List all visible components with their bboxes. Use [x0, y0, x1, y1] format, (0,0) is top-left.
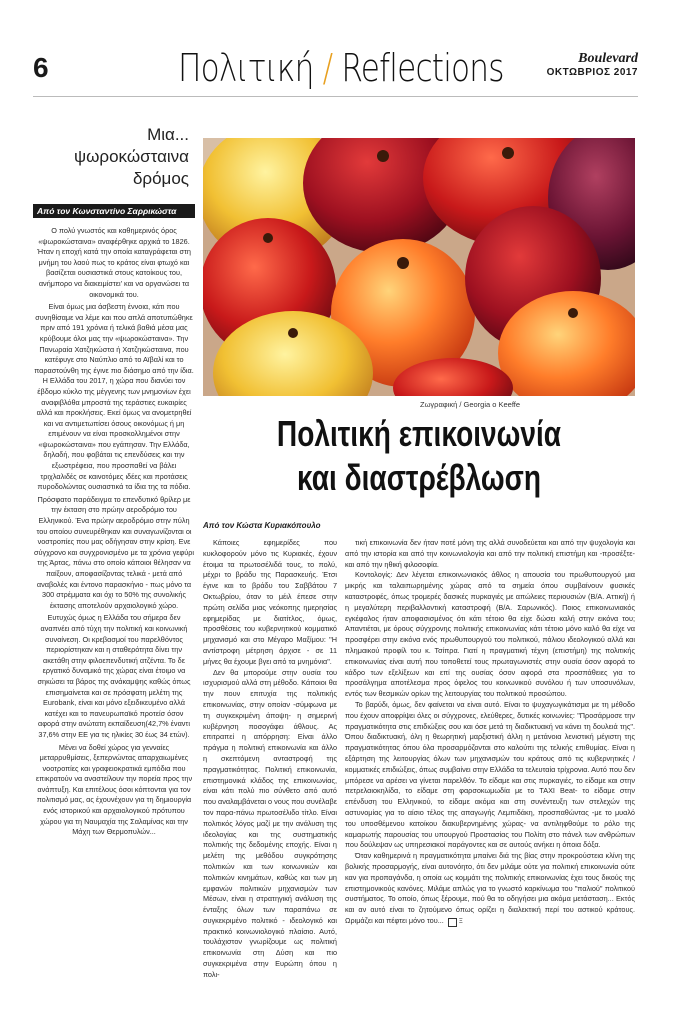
- left-title-line: δρόμος: [132, 169, 189, 188]
- section-title: [178, 46, 504, 90]
- page-number: 6: [33, 52, 49, 83]
- left-article-byline: Από τον Κωνσταντίνο Σαρρικώστα: [33, 204, 195, 218]
- main-paragraph: [345, 851, 635, 927]
- left-paragraph: Ο πολύ γνωστός και καθημερινός όρος «ψωροκώσταινα» αναφέρθηκε αρχικά το 1826. Ήταν η εποχή κατά την οποία καταγράφεται στη μνήμη του λαού πως το κράτος είναι φτωχό και βασίζεται ουσιαστικά στους κατοίκους του, ανήμπορο να διακειμίστει' και να οργανώσει τα οικονομικά του.: [37, 226, 191, 299]
- issue-date: ΟΚΤΩΒΡΙΟΣ 2017: [546, 67, 638, 78]
- main-article-column-2: [345, 538, 635, 927]
- section-title-separator: /: [313, 46, 342, 90]
- main-paragraph: Κάποιες εφημερίδες που κυκλοφορούν μόνο τις Κυριακές, έχουν έτοιμα τα πρωτοσέλιδά τους, το πολύ, μέχρι το βράδυ της Παρασκευής. Έτσι έγινε και το βράδυ του Σαββάτου 7 Οκτωβρίου, όταν το μέιλ έπεσε στην πρώτη σελίδα μιας νεόκοπης ημερησίας εφημερίδας με διατίτλος, όμως, προσθέσεις του κυβερνητικού κομματικό μηχανισμό και στο Μέγαρο Μαξίμου: "Η αντίστροφη μέτρηση άρχισε - σε 11 μήνες θα έχουμε βγει από τα μνημόνια".: [203, 538, 337, 666]
- article-end-icon: Ξ: [448, 918, 457, 927]
- left-paragraph: Ευτυχώς όμως η Ελλάδα του σήμερα δεν αναπνέει από τύχη την πολιτική και κοινωνική συναίνεση. Οι κρεβασμοί του παρελθόντος περιορίστηκαν και η σταθερότητα δίνει την ακετάθη στην φιλοεπενδυτική ατζέντα. Το δε εργατικό δυναμικό της χώρας είναι έτοιμο να σηκώσει τα βάρος της ανάκαμψης καθώς όπως επισημαίνεται και σε πρόσφατη μελέτη της Eurobank, είναι και μόνο εξειδικευμένο αλλά κατέχει και το πανευρωπαϊκό προτείσ όσον αφορά στην ανώτατη εκπαίδευση(42,7% έναντι 37,6% στην ΕΕ για τις ηλικίες 30 έως 34 ετών).: [37, 613, 191, 739]
- left-title-line: Μια...: [147, 125, 189, 144]
- publication-brand: [547, 52, 638, 78]
- fruit-painting-image: [203, 138, 635, 396]
- header-divider: [33, 96, 638, 97]
- image-caption: Ζωγραφική / Georgia o Keeffe: [420, 400, 521, 409]
- left-paragraph: Μένει να δοθεί χώρος για γενναίες μεταρρυθμίσεις, ξεπερνώντας απαρχαιωμένες νοοτροπίες και γραφειοκρατικά εμπόδια που επικρατούν να αναστείλουν την πορεία προς την ανάπτυξη. Και επιτέλους όσοι κόπτονται για τον πολιτισμό μας, ας έχουνέχουν για τη δημιουργία ενός ιστορικού και αρχαιολογικού πρότυπου χώρου για τη Ναυμαχία της Σαλαμίνας και την Μάχη των Θερμοπυλών...: [35, 742, 193, 837]
- publication-name: Boulevard: [578, 51, 638, 66]
- main-paragraph: Το βαρύδι, όμως, δεν φαίνεται να είναι αυτό. Είναι το ψυχαγωγικάτισμα με τη μέθοδο που έχουν αποφρίψει όλες οι σύγχρονες, ελεύθερες, δυτικές κοινωνίες: "Προσάρμοσε την πραγματικότητα στις επιδιώξεις σου και όσε μετά τη διαδικτυακή να κάνει τη δουλειά της". Όπου διαδικτυακή, όλη η θεωρητική μαρξιστική άλλη η μετάνοια λενιστική μέγιστη της πραγματικότητας όπου όλα προσαρμόζονται στο καλούπι της τελικής επιθυμίας. Είναι η εξάρτηση της λειτουργίας όλων των μηχανισμών του κράτους από τις κυβερνητικές / κομματικές επιδιώξεις, όπως συμβαίνει στην Ελλάδα τα τελευταία τρίχρονια. Αυτό που δεν μπόρεσε να αρέσει να γίνεται παρελθόν. Το είδαμε και στις πυρκαγιές, το είδαμε και στην πετρελαιοκηλίδα, το είδαμε στη φαρσοκωμωδία με το TAXI Beat- το είδαμε στην επένδυση του Ελληνικού, το είδαμε ακόμα και στη συνέντευξη των στελεχών της αστυνομίας για το αίσιο τέλος της απαγωγής Λεμπιδάκη, προσπαθώντας -με το μυαλό του υποσθέμενου κατοίκου διακυβερνημένης χώρας- να αντιληφθούμε το ρόλο της καμαρωτής παρουσίας του υπουργού Προστασίας του Πολίτη στο πάνελ των ανθρώπων που δούλεψαν ως υπηρεσιακοί παράγοντες και σε αυτούς ανήκει η όποια δόξα.: [345, 699, 635, 850]
- fruit-painting-illustration: [203, 138, 635, 396]
- left-article-title: [33, 110, 195, 190]
- left-paragraph: Πρόσφατο παράδειγμα το επενδυτικό θρίλερ με την έκταση στο πρώην αεροδρόμιο του Ελληνικού. Ένα πρώην αεροδρόμιο στην πύλη του οποίου συνευρέθηκαν και συναγωνίζονται οι νοστροπίες που μας οδήγησαν στην κρίση. Ενε σύγχρονο και συγχρονισμένο με τα χρόνια γεφύρι της Άρτας, πάνω στο οποίο κάποιοι θέλησαν να παίξουν, αποφασίζοντας τελικά - μετά από αναβολές και έντονο παρασκήνιο - πως μόνο τα 300 στρέμματα και όχι το 50% της συνολικής έκτασης αποτελούν αρχαιολογικό χώρο.: [34, 494, 194, 610]
- main-headline: [203, 412, 635, 500]
- main-paragraph: τική επικοινωνία δεν ήταν ποτέ μόνη της αλλά συνοδεύεται και από την ψυχολογία και από την ιστορία και από την κοινωνιολογία και από την πολιτική επιστήμη και -προσέξτε- και από την ηθική φιλοσοφία.: [345, 538, 635, 569]
- main-article-byline: Από τον Κώστα Κυριακόπουλο: [203, 521, 321, 530]
- section-title-greek: Πολιτική: [178, 46, 314, 90]
- headline-line: και διαστρέβλωση: [297, 457, 541, 498]
- left-title-line: ψωροκώσταινα: [74, 147, 189, 166]
- main-paragraph: Δεν θα μπορούμε στην ουσία του ισχυρισμού αλλά στη μέθοδο. Κάποιοι θα την πουν επιτυχία της πολιτικής επικοινωνίας, στην οποίαν -σύμφωνα με τη συγκεκριμένη άποψη- η σημερινή κυβέρνηση ποσογάφει άθλους. Ας επιτραπεί η απόρρηση: Είναι άλλο πράγμα η πολιτική επικοινωνία και άλλο η σκεπτόμενη ανταστροφή της πραγματικότητας. Πολιτική επικοινωνία, επιστημονικά κλάδος της επικοινωνίας, είναι κάτι πολύ πιο σύνθετο από αυτό που αναλαμβάνεται ο νους που συνέλαβε τον παρα-πάνω πρωτοσέλιδο τίτλο. Είναι πολιτικός λόγος μαζί με την ανάλυση της ιδεολογίας και της συστηματικής πολιτικής της δεδομένης εποχής. Είναι η μελέτη της μεθόδου συγκρότησης πολιτικών και των κοινωνικών και πολιτικών κινημάτων, καθώς και των μη εμφανών πολιτικών μηχανισμών των Μέσων, είναι η στρατηγική ανάλυση της ένταξης όλων των παραπάνω σε συγκεκριμένο πολιτικό - ιδεολογικό και πρακτικό κοινωνιολογικό πλαίσιο. Αυτό, τουλάχιστον γνωρίζουμε ως πολιτική επικοινωνία στη Δύση και πιο συγκεκριμένα στην Ευρώπη όπου η πολι-: [203, 667, 337, 979]
- section-title-english: Reflections: [341, 46, 504, 90]
- main-paragraph-text: Όταν καθημερινά η πραγματικότητα μπαίνει διά της βίας στην προκρούστεια κλίνη της βολικής προσαρμογής, είναι αυτονόητο, ότι δεν μιλάμε ούτε για πολιτική επικοινωνία ούτε καν για προπαγάνδα, η οποία ως κομμάτι της πολιτικής επικοινωνίας έχει τους δικούς της επιστημονικούς κανόνες. Μιλάμε απλώς για το γνωστό καρκίνωμα του "παλιού" πολιτικού συστήματος. Το οποίο, όπως ξέρουμε, πού θα το οδηγήσει μια ακόμα μετάσταση... Εκτός και αν αυτό είναι το ζητούμενο όπως ορίζει η διαλεκτική περί του αστικού κράτους. Ωριμάζει και πέφτει μόνο του...: [345, 851, 635, 925]
- left-article-body: [33, 226, 195, 838]
- left-article: [33, 110, 195, 840]
- page-header: [0, 0, 674, 110]
- left-paragraph: Είναι όμως μια άσβεστη έννοια, κάτι που συνηθίσαμε να λέμε και που απλά αποτυπώθηκε πριν από 191 χρόνια ή τελικά βαθιά μέσα μας κρύβουμε όλοι μας την «ψωροκώσταινα». Την Πανωραία Χατζηκώστα ή Χατζηκώσταινα, που κατέφυγε στο Ναύπλιο από το Αϊβαλί και το παραστούνθη της έγινε πιο διάσημο από την ίδια. Η Ελλάδα του 2017, η χώρα που διανύει τον έβδομο κύκλο της μέγγενης των μνημονίων έχει αναφιβλόθα μπροστά της τεράστιες ευκαιρίες αλλά και προκλήσεις. Εκεί όμως να ανομετρηθεί και να αντιμετωπίσει όσους οικονόμως ή μη επιμένουν να είναι προσκολλημένοι στην «ψωροκώσταινα» που εγάπησαν. Την Ελλάδα, δηλαδή, που φοβάται τις επενδύσεις και την εξωστρέφεια, που προσπαθεί να βάλει τριχλαλιδές σε καινοτόμες ιδέες και προτάσεις πυροδολώντας ουσιαστικά τα ίδια της τα πόδια.: [34, 302, 194, 492]
- main-paragraph: Κοντολογίς: Δεν λέγεται επικοινωνιακός άθλος η απουσία του πρωθυπουργού μια μικρής και ταλαιπωρημένης χώρας από τα σημεία όπου συμβαίνουν φυσικές καταστροφές, όπως τρομερές δασικές πυρκαγιές με απώλειες περιουσιών (Β/Α. Αττική) ή η μεγαλύτερη περιβαλλοντική καταστροφή (Β/Α. Σαρωνικός). Ποιος επικοινωνιακός εγκέφαλος ήταν αποφασισμένος ότι κάτι τέτοιο θα είχε δώσει καλή στην εικόνα του; Απαντιέται, με όρους σύγχρονης πολιτικής επικοινωνίας κάτι τέτοιο μόνο καλό θα είχε να προσφέρει στην εικόνα ενός πρωθυπουργού του πολιτικού, πάλιου ιδεολογικού αλλά και πλημαικού προφίλ του κ. Τσίπρα. Γιατί η πραγματική τέχνη (επιστήμη) της πολιτικής επικοινωνίας είναι αυτή που τοποθετεί τους πρωταγωνιστές στην ουσία όσον αφορά το κάδρο των εξελίξεων και επί της ουσίας όσον αφορά στα προσπάθειες για το προσάλγημα αποτέλεσμα προς όφελος του κοινωνικού συνόλου ή των υποσυνόλων, εντός των θεσμικών ορίων της λειτουργίας του πολιτικού προσώπου.: [345, 570, 635, 699]
- main-article-column-1: [203, 538, 337, 981]
- headline-line: Πολιτική επικοινωνία: [276, 413, 562, 454]
